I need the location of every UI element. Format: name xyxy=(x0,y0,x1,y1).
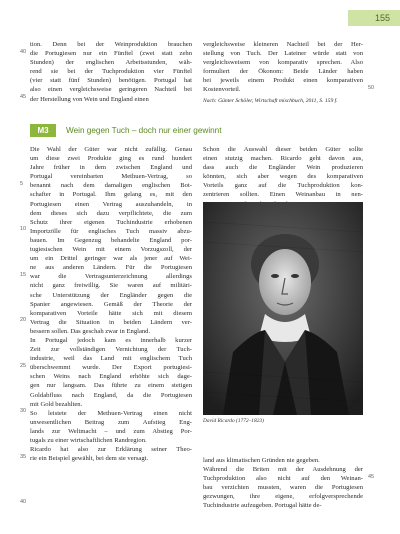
text-line: vergleichsweise kleineren Nachteil bei der Her- xyxy=(203,41,363,48)
main-right-column-top xyxy=(203,145,363,209)
text-line: Während die Briten mit der Ausdehnung der xyxy=(203,466,363,474)
text-line: schen Weins nach England erhöhte sich dage- xyxy=(30,373,192,381)
text-line: nicht ganz freiwillig. Sie waren auf militäri- xyxy=(30,282,192,290)
text-line: rie ein Beispiel gewählt, bei dem sie versagt. xyxy=(30,455,149,463)
text-line: benannt nach dem damaligen englischen Bot- xyxy=(30,182,192,190)
line-marker: 10 xyxy=(20,226,27,232)
main-left-column xyxy=(30,145,192,463)
text-line: überschwemmt wurde. Der Export portugiesi- xyxy=(30,364,192,372)
text-line: könnten, sich aber wegen des komparativen xyxy=(203,173,363,181)
text-line: stellung von Tuch. Der Lateiner würde statt von xyxy=(203,50,363,58)
section-heading xyxy=(30,124,375,138)
line-marker: 50 xyxy=(368,85,375,91)
text-line: die Portugiesen nur ein Fünftel (zwei statt zehn xyxy=(30,50,192,58)
text-line: ne aus anderen Ländern. Für die Portugiesen xyxy=(30,264,192,272)
text-line: Zeit zur vollständigen Vernichtung der Tuch- xyxy=(30,346,192,354)
text-line: einen stutzig machen. Ricardo geht davon aus, xyxy=(203,155,363,163)
text-line: So leistete der Methuen-Vertrag einen nicht xyxy=(30,409,192,417)
text-line: Goldabfluss nach England, da die Portugiesen xyxy=(30,391,192,399)
line-marker: 40 xyxy=(20,499,27,505)
line-marker: 35 xyxy=(20,454,27,460)
text-line: Vorteils ganz auf die Tuchproduktion kon- xyxy=(203,182,363,190)
text-line: formuliert der Ökonom: Beide Länder haben xyxy=(203,68,363,76)
text-line: komparativen Vorteile hätte sich mit diesem xyxy=(30,309,192,317)
text-line: bau verzichten mussten, waren die Portugiesen xyxy=(203,484,363,492)
text-line: (vier statt fünf Stunden) benötigen. Portugal hat xyxy=(30,77,192,85)
source-citation: Nach: Günter Schöler, Wirtschaft mischbuch, 2011, S. 159 f. xyxy=(203,98,338,104)
line-marker: 20 xyxy=(20,317,27,323)
text-line: industrie, weil das Land mit englischem Tuch xyxy=(30,355,192,363)
text-line: um diese zwei Produkte ging es rund hundert xyxy=(30,155,192,163)
text-line: Schon die Auswahl dieser beiden Güter sollte xyxy=(203,146,363,153)
text-line: bei jeweils einem Produkt einen komparativen xyxy=(203,77,363,85)
text-line: lands zur Weltmacht – und zum Abstieg Por- xyxy=(30,427,192,435)
text-line: tugals zu einer wirtschaftlichen Randregion. xyxy=(30,437,147,444)
section-badge: M3 xyxy=(30,124,56,137)
line-marker: 15 xyxy=(20,272,27,278)
text-line: schafter in Portugal. Ihm gelang es, mit den xyxy=(30,191,192,199)
portrait-caption: David Ricardo (1772–1823) xyxy=(203,418,264,424)
text-line: unwesentlichen Beitrag zum Aufstieg Eng- xyxy=(30,418,192,426)
text-line: rend sie bei der Tuchproduktion vier Fünftel xyxy=(30,68,192,76)
text-line: Die Wahl der Güter war nicht zufällig. Genau xyxy=(30,146,192,153)
text-line: war die Vertragsunterzeichnung allerdings xyxy=(30,273,192,281)
text-line: Tuchproduktion also nicht auf den Weinan- xyxy=(203,475,363,483)
line-marker: 45 xyxy=(368,474,375,480)
text-line: In Portugal jedoch kam es innerhalb kurzer xyxy=(30,336,192,344)
text-line: vergleichsweisem von komparativ sprechen. Also xyxy=(203,59,363,67)
text-line: also einen vergleichsweise geringeren Nachteil bei xyxy=(30,86,192,94)
text-line: bessern sollen. Das geschah zwar in England. xyxy=(30,327,151,335)
text-line: Kostenvorteil. xyxy=(203,86,241,94)
top-right-column xyxy=(203,40,363,95)
text-line: bauen. Im Gegenzug behandelte England por- xyxy=(30,236,192,244)
text-line: dem dieses sich dazu verpflichtete, die zum xyxy=(30,209,192,217)
text-line: der Herstellung von Wein und England einen xyxy=(30,95,149,103)
text-line: um ein Drittel geringer war als jener auf Wei- xyxy=(30,255,192,263)
text-line: Vertrag die Situation in beiden Ländern ver- xyxy=(30,318,192,326)
text-line: Spanier angewiesen. Gemäß der Theorie der xyxy=(30,300,192,308)
line-marker: 40 xyxy=(20,49,27,55)
text-line: Tuchindustrie aufzugeben. Portugal hätte de- xyxy=(203,502,322,510)
text-line: sche Unterstützung der Engländer gegen die xyxy=(30,291,192,299)
line-marker: 5 xyxy=(20,181,24,187)
text-line: dass auch die Engländer Wein produzieren xyxy=(203,164,363,172)
text-line: gezwungen, ihre eigene, erfolgversprechende xyxy=(203,493,363,501)
text-line: gen nur langsam. Das führte zu einem stetigen xyxy=(30,382,192,390)
line-marker: 30 xyxy=(20,408,27,414)
text-line: tugiesischen Wein mit einem Vorzugszoll, der xyxy=(30,246,192,254)
text-line: Stunden) der englischen Arbeitsstunden, wäh- xyxy=(30,59,192,67)
line-marker: 45 xyxy=(20,94,27,100)
line-marker: 25 xyxy=(20,363,27,369)
main-right-column-bottom xyxy=(203,456,363,511)
text-line: Ricardo hat also zur Erklärung seiner Theo- xyxy=(30,446,192,454)
text-line: Portugiesen einen Vertrag auszuhandeln, in xyxy=(30,200,192,208)
portrait-engraving xyxy=(203,202,363,415)
text-line: Importzölle für englisches Tuch massiv abzu- xyxy=(30,227,192,235)
text-line: tion. Denn bei der Weinproduktion brauchen xyxy=(30,41,192,48)
text-line: zentrieren sollten. Einen Weinanbau in nen- xyxy=(203,191,363,199)
text-line: mit Gold bezahlten. xyxy=(30,400,83,408)
text-line: Portugal vereinbarten Methuen-Vertrag, so xyxy=(30,173,192,181)
david-ricardo-portrait xyxy=(203,202,363,415)
section-title: Wein gegen Tuch – doch nur einer gewinnt xyxy=(66,126,222,135)
text-line: Schutz ihrer eigenen Tuchindustrie erhobenen xyxy=(30,218,192,226)
text-line: land aus klimatischen Gründen nie gegeben. xyxy=(203,457,320,464)
page-number: 155 xyxy=(348,10,400,26)
text-line: Jahre früher in dem zwischen England und xyxy=(30,164,192,172)
top-left-column xyxy=(30,40,192,104)
